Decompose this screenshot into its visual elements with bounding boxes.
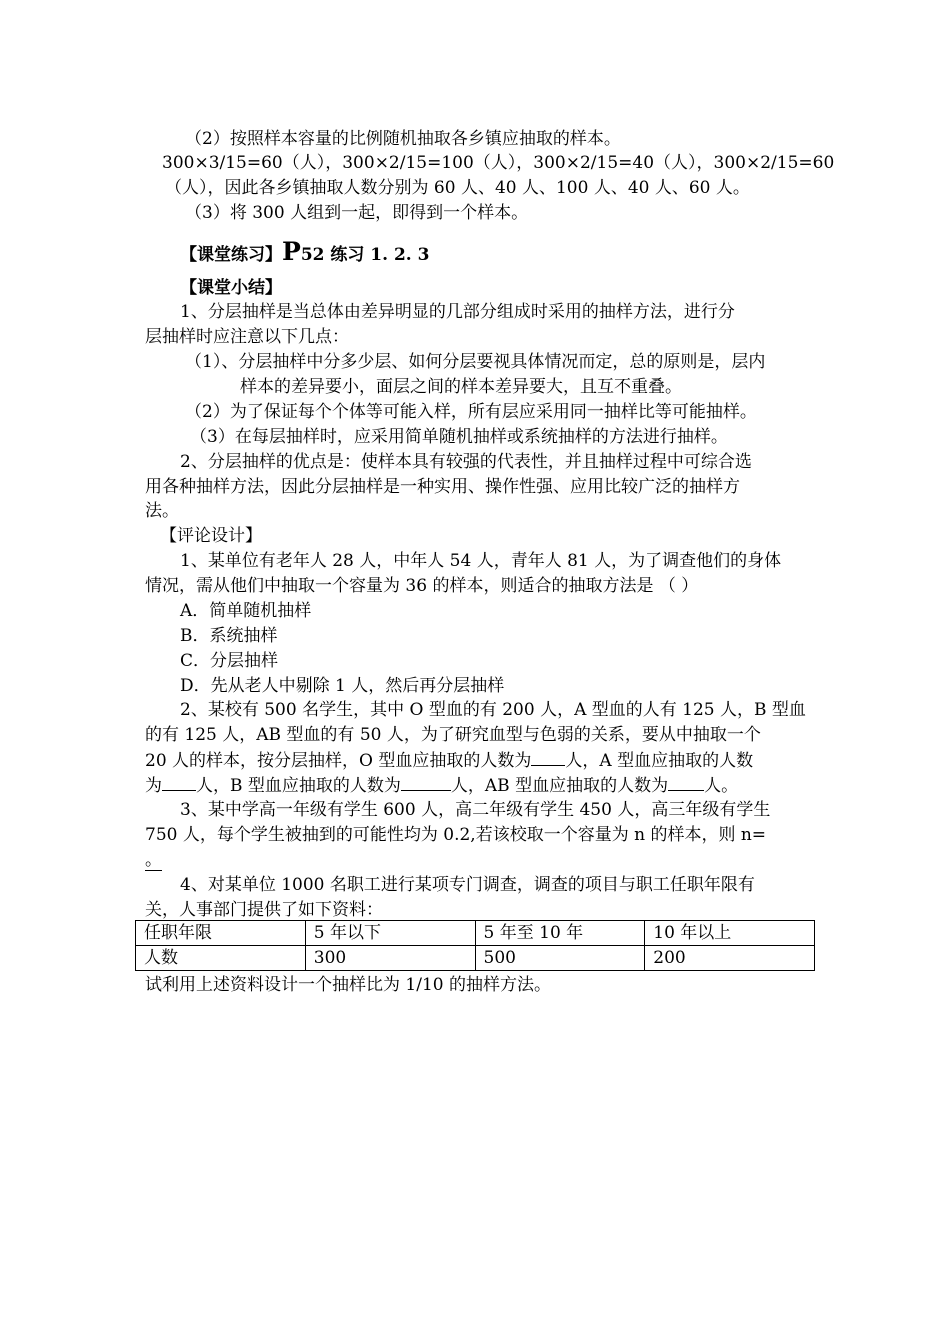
table-cell: 人数 bbox=[136, 946, 306, 971]
summary-heading: 【课堂小结】 bbox=[180, 278, 282, 298]
step-3-text: （3）将 300 人组到一起，即得到一个样本。 bbox=[185, 203, 529, 223]
option-d: D．先从老人中剔除 1 人，然后再分层抽样 bbox=[180, 676, 505, 696]
table-cell: 5 年至 10 年 bbox=[475, 921, 645, 946]
table-cell: 5 年以下 bbox=[305, 921, 475, 946]
question-2d bbox=[145, 773, 738, 798]
table-cell: 300 bbox=[305, 946, 475, 971]
summary-sub-2: （2）为了保证每个个体等可能入样，所有层应采用同一抽样比等可能抽样。 bbox=[185, 402, 757, 422]
summary-point-1a: 1、分层抽样是当总体由差异明显的几部分组成时采用的抽样方法，进行分 bbox=[180, 302, 735, 322]
question-4c: 试利用上述资料设计一个抽样比为 1/10 的抽样方法。 bbox=[145, 975, 551, 995]
answer-blank-a[interactable] bbox=[162, 773, 196, 791]
table-cell: 10 年以上 bbox=[645, 921, 815, 946]
practice-heading bbox=[180, 237, 430, 267]
question-3b: 750 人，每个学生被抽到的可能性均为 0.2,若该校取一个容量为 n 的样本，则 n= bbox=[145, 825, 767, 845]
answer-blank-b[interactable] bbox=[401, 773, 451, 791]
question-1b: 情况，需从他们中抽取一个容量为 36 的样本，则适合的抽取方法是 （ ） bbox=[145, 576, 699, 596]
question-3-answer[interactable] bbox=[145, 848, 162, 872]
answer-blank-ab[interactable] bbox=[668, 773, 704, 791]
summary-sub-1b: 样本的差异要小，面层之间的样本差异要大，且互不重叠。 bbox=[240, 377, 682, 397]
question-2a: 2、某校有 500 名学生，其中 O 型血的有 200 人，A 型血的人有 125 人，B 型血 bbox=[180, 700, 806, 720]
option-c: C．分层抽样 bbox=[180, 651, 279, 671]
table-row bbox=[136, 946, 815, 971]
summary-point-2a: 2、分层抽样的优点是：使样本具有较强的代表性，并且抽样过程中可综合选 bbox=[180, 452, 752, 472]
table-header-row bbox=[136, 921, 815, 946]
question-4b: 关，人事部门提供了如下资料： bbox=[145, 900, 383, 920]
question-2b: 的有 125 人，AB 型血的有 50 人，为了研究血型与色弱的关系，要从中抽取一个 bbox=[145, 725, 761, 745]
question-2c bbox=[145, 748, 753, 773]
table-cell: 500 bbox=[475, 946, 645, 971]
table-cell: 200 bbox=[645, 946, 815, 971]
question-1a: 1、某单位有老年人 28 人，中年人 54 人，青年人 81 人，为了调查他们的身体 bbox=[180, 551, 782, 571]
practice-prefix: 【课堂练习】 bbox=[180, 245, 282, 265]
question-2c-tail: 人，A 型血应抽取的人数 bbox=[565, 751, 754, 771]
question-2d-end: 人。 bbox=[704, 776, 739, 796]
practice-page-ref: 52 练习 1. 2. 3 bbox=[300, 245, 430, 265]
tenure-table bbox=[135, 920, 815, 971]
question-2d-lead: 为 bbox=[145, 776, 162, 796]
summary-sub-1a: （1）、分层抽样中分多少层、如何分层要视具体情况而定，总的原则是，层内 bbox=[185, 352, 766, 372]
question-4a: 4、对某单位 1000 名职工进行某项专门调查，调查的项目与职工任职年限有 bbox=[180, 875, 755, 895]
question-2d-mid2: 人，AB 型血应抽取的人数为 bbox=[450, 776, 669, 796]
design-heading: 【评论设计】 bbox=[160, 526, 262, 546]
option-b: B．系统抽样 bbox=[180, 626, 278, 646]
step-2-text: （2）按照样本容量的比例随机抽取各乡镇应抽取的样本。 bbox=[185, 129, 621, 149]
calculation-result: （人），因此各乡镇抽取人数分别为 60 人、40 人、100 人、40 人、60 人。 bbox=[165, 178, 750, 198]
summary-point-1b: 层抽样时应注意以下几点： bbox=[145, 327, 349, 347]
answer-blank-n[interactable]: 。 bbox=[145, 850, 162, 870]
summary-sub-3: （3）在每层抽样时，应采用简单随机抽样或系统抽样的方法进行抽样。 bbox=[190, 427, 728, 447]
calculation-line: 300×3/15=60（人），300×2/15=100（人），300×2/15=40（人），300×2/15=60 bbox=[162, 153, 835, 173]
question-3a: 3、某中学高一年级有学生 600 人，高二年级有学生 450 人，高三年级有学生 bbox=[180, 800, 771, 820]
practice-page-letter: P bbox=[282, 237, 301, 266]
table-cell: 任职年限 bbox=[136, 921, 306, 946]
answer-blank-o[interactable] bbox=[531, 748, 565, 766]
option-a: A．简单随机抽样 bbox=[180, 601, 312, 621]
question-2c-text: 20 人的样本，按分层抽样，O 型血应抽取的人数为 bbox=[145, 751, 532, 771]
summary-point-2b: 用各种抽样方法，因此分层抽样是一种实用、操作性强、应用比较广泛的抽样方 bbox=[145, 477, 740, 497]
summary-point-2c: 法。 bbox=[145, 501, 179, 521]
question-2d-mid: 人，B 型血应抽取的人数为 bbox=[196, 776, 401, 796]
